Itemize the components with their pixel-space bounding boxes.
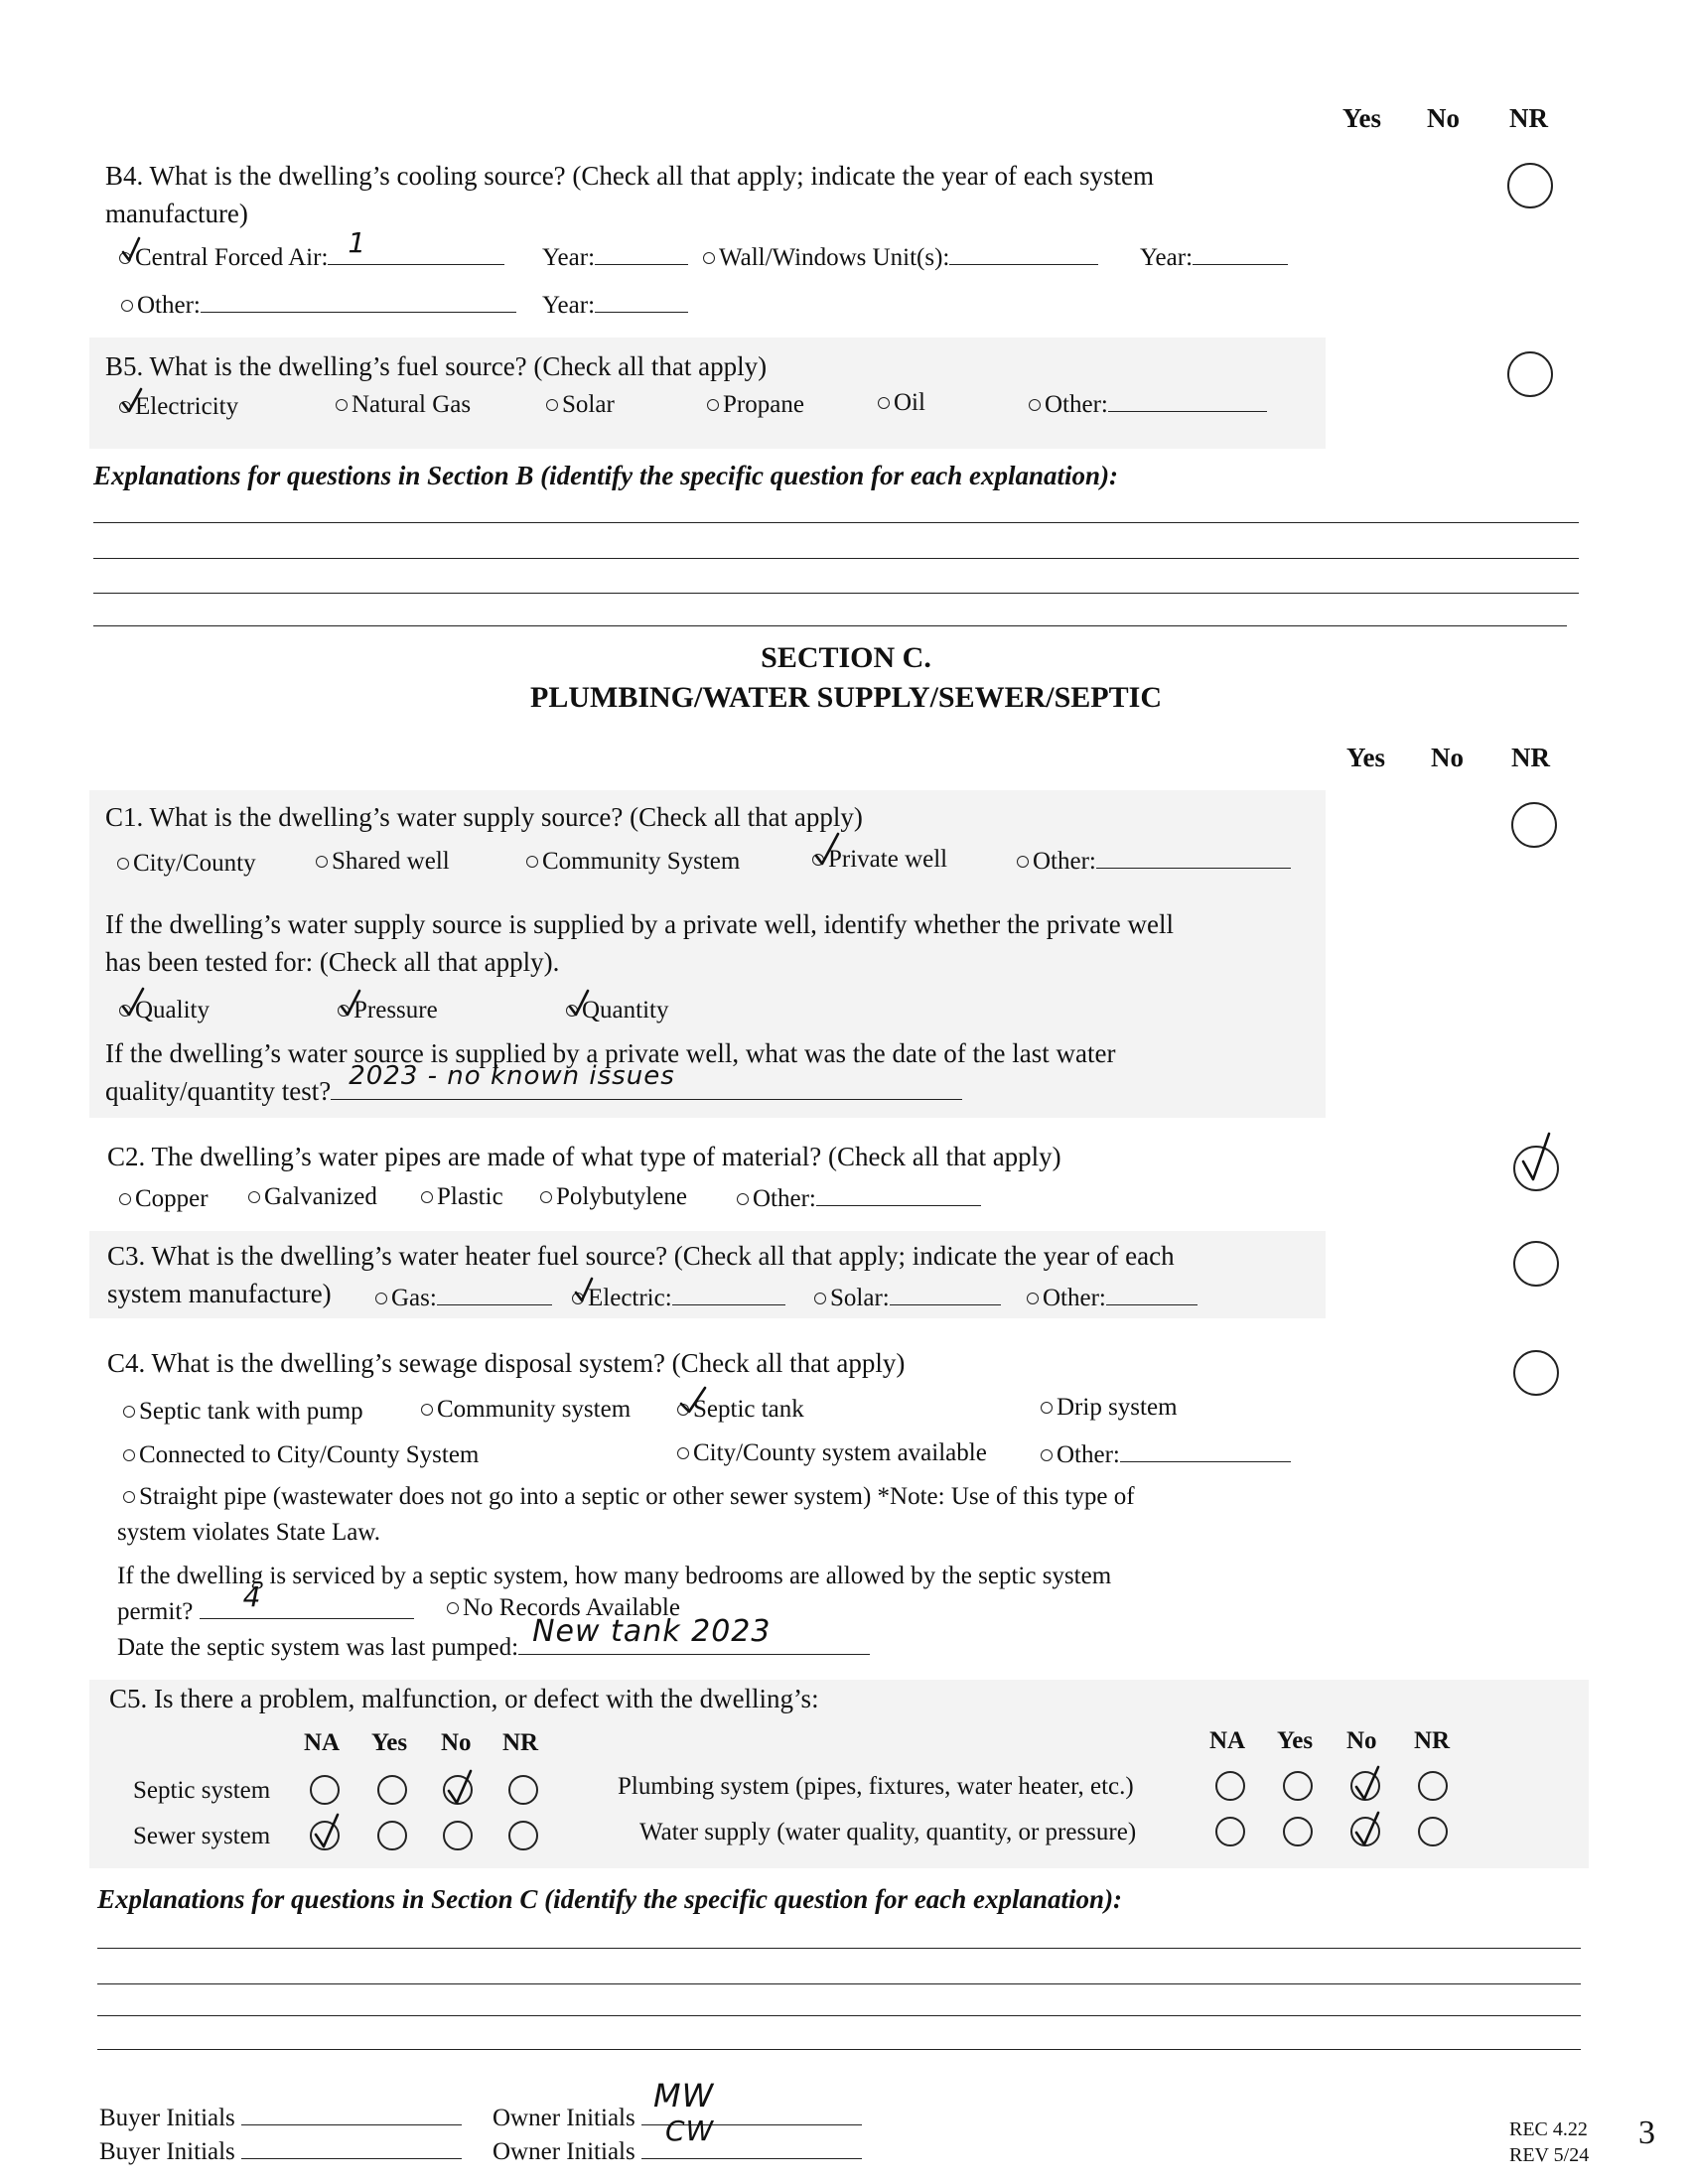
c4-option-septic-tank[interactable]: Septic tank (677, 1396, 804, 1424)
c4-straight-pipe-note: system violates State Law. (117, 1519, 380, 1546)
radio-icon (316, 856, 328, 868)
c4-bedrooms-field[interactable] (200, 1580, 414, 1619)
radio-icon (814, 1293, 826, 1304)
b4-year-1[interactable]: Year: (542, 242, 688, 272)
radio-icon (248, 1191, 260, 1203)
c2-option-copper[interactable]: Copper (119, 1185, 209, 1213)
radio-icon (737, 1193, 749, 1205)
radio-icon (1017, 856, 1029, 868)
c1-tested-pressure[interactable]: Pressure (338, 997, 438, 1024)
radio-icon (546, 399, 558, 411)
c5-water-na[interactable] (1215, 1817, 1245, 1846)
c1-nr-circle[interactable] (1511, 802, 1557, 848)
c5-left-col-yes: Yes (371, 1729, 408, 1756)
c2-nr-circle[interactable] (1513, 1146, 1559, 1191)
section-b-explanations-label: Explanations for questions in Section B (identify the specific question for each explanation): (93, 461, 1119, 490)
c5-left-col-na: NA (304, 1729, 341, 1756)
radio-icon (1027, 1293, 1039, 1304)
radio-icon (447, 1602, 459, 1614)
explanation-line-b2[interactable] (93, 558, 1579, 559)
radio-icon (117, 858, 129, 870)
c1-question: C1. What is the dwelling’s water supply source? (Check all that apply) (105, 802, 863, 832)
c4-nr-circle[interactable] (1513, 1350, 1559, 1396)
form-revision: REV 5/24 (1509, 2144, 1590, 2166)
radio-icon (121, 300, 133, 312)
c3-option-other[interactable]: Other: (1027, 1283, 1198, 1312)
c5-sewer-na[interactable] (310, 1821, 340, 1850)
explanation-line-b1[interactable] (93, 522, 1579, 523)
explanation-line-b3[interactable] (93, 593, 1579, 594)
c1-tested-quality[interactable]: Quality (119, 997, 210, 1024)
radio-icon (1041, 1402, 1053, 1414)
c2-question: C2. The dwelling’s water pipes are made of what type of material? (Check all that apply) (107, 1142, 1061, 1171)
b4-wall-units-option[interactable]: Wall/Windows Unit(s): (703, 242, 1098, 272)
c5-sewer-no[interactable] (443, 1821, 473, 1850)
c2-option-other[interactable]: Other: (737, 1183, 981, 1213)
c4-no-records-option[interactable]: No Records Available (447, 1594, 680, 1622)
c1-well-question-line1: If the dwelling’s water supply source is supplied by a private well, identify whether the private well (105, 909, 1174, 939)
col-header-nr: NR (1509, 103, 1548, 133)
b5-option-other[interactable]: Other: (1029, 389, 1267, 419)
section-c-subtitle: PLUMBING/WATER SUPPLY/SEWER/SEPTIC (530, 681, 1162, 714)
c4-pumped-field[interactable] (518, 1614, 870, 1655)
c4-bedrooms-answer: 4 (242, 1580, 262, 1613)
c3-option-gas[interactable]: Gas: (375, 1283, 552, 1312)
c5-left-col-no: No (441, 1729, 472, 1756)
c4-pumped-question: Date the septic system was last pumped: New tank 2023 (117, 1632, 870, 1662)
owner-initials-2-value: CW (664, 2115, 715, 2147)
c5-left-col-nr: NR (502, 1729, 539, 1756)
b5-option-electricity[interactable]: Electricity (119, 393, 238, 421)
owner-initials-1-value: MW (652, 2077, 715, 2115)
radio-icon (119, 1005, 131, 1017)
section-c-explanations-label: Explanations for questions in Section C (identify the specific question for each explanation): (97, 1884, 1123, 1914)
c2-option-polybutylene[interactable]: Polybutylene (540, 1183, 687, 1211)
col-header-nr-c: NR (1511, 743, 1550, 772)
c1-option-community-system[interactable]: Community System (526, 848, 740, 876)
radio-icon (119, 1193, 131, 1205)
radio-icon (1041, 1449, 1053, 1461)
radio-icon (123, 1491, 135, 1503)
c5-right-col-no: No (1346, 1727, 1377, 1754)
c5-septic-no[interactable] (443, 1775, 473, 1805)
explanation-line-c2[interactable] (97, 1983, 1581, 1984)
buyer-initials-2[interactable]: Buyer Initials (99, 2136, 462, 2166)
c4-option-straight-pipe[interactable]: Straight pipe (wastewater does not go into a septic or other sewer system) *Note: Use of this type of (123, 1483, 1135, 1511)
form-code: REC 4.22 (1509, 2118, 1588, 2140)
radio-icon (677, 1404, 689, 1416)
c4-option-connected-city-county[interactable]: Connected to City/County System (123, 1441, 479, 1469)
radio-icon (703, 252, 715, 264)
c2-option-plastic[interactable]: Plastic (421, 1183, 503, 1211)
b4-other-option[interactable]: Other: (121, 290, 516, 320)
radio-icon (375, 1293, 387, 1304)
c1-date-answer: 2023 - no known issues (349, 1061, 675, 1091)
b5-option-propane[interactable]: Propane (707, 391, 804, 419)
c4-question: C4. What is the dwelling’s sewage disposal system? (Check all that apply) (107, 1348, 906, 1378)
central-forced-air-value: 1 (348, 226, 367, 259)
c5-question: C5. Is there a problem, malfunction, or defect with the dwelling’s: (109, 1684, 819, 1713)
c4-option-city-county-available[interactable]: City/County system available (677, 1439, 987, 1467)
c5-water-yes[interactable] (1283, 1817, 1313, 1846)
radio-icon (572, 1293, 584, 1304)
b4-question-line2: manufacture) (105, 199, 248, 228)
c5-plumbing-nr[interactable] (1418, 1771, 1448, 1801)
radio-icon (421, 1191, 433, 1203)
c1-well-question-line2: has been tested for: (Check all that apply). (105, 947, 560, 977)
b4-year-3[interactable]: Year: (542, 290, 688, 320)
b4-nr-circle[interactable] (1507, 163, 1553, 208)
section-c-title: SECTION C. (761, 641, 931, 674)
radio-icon (812, 854, 824, 866)
c5-plumbing-no[interactable] (1350, 1771, 1380, 1801)
c5-plumbing-na[interactable] (1215, 1771, 1245, 1801)
b5-option-oil[interactable]: Oil (878, 389, 925, 417)
c5-sewer-system-label: Sewer system (133, 1823, 271, 1849)
c4-option-community-system[interactable]: Community system (421, 1396, 631, 1424)
radio-icon (526, 856, 538, 868)
c5-plumbing-system-label: Plumbing system (pipes, fixtures, water heater, etc.) (618, 1773, 1134, 1800)
c4-option-septic-tank-with-pump[interactable]: Septic tank with pump (123, 1398, 363, 1426)
b4-central-forced-air-option[interactable] (119, 226, 504, 272)
c5-water-nr[interactable] (1418, 1817, 1448, 1846)
b4-question-line1: B4. What is the dwelling’s cooling source? (Check all that apply; indicate the year of each system (105, 161, 1154, 191)
explanation-line-c4[interactable] (97, 2049, 1581, 2050)
c1-option-city-county[interactable]: City/County (117, 850, 256, 878)
c2-option-galvanized[interactable]: Galvanized (248, 1183, 377, 1211)
radio-icon (878, 397, 890, 409)
c3-question-line2: system manufacture) (107, 1279, 332, 1308)
c5-plumbing-yes[interactable] (1283, 1771, 1313, 1801)
col-header-no: No (1427, 103, 1460, 133)
c3-question-line1: C3. What is the dwelling’s water heater fuel source? (Check all that apply; indicate the year of each (107, 1241, 1175, 1271)
col-header-no-c: No (1431, 743, 1464, 772)
explanation-line-c3[interactable] (97, 2015, 1581, 2016)
c1-option-private-well[interactable]: Private well (812, 846, 947, 874)
b5-question: B5. What is the dwelling’s fuel source? (Check all that apply) (105, 351, 768, 381)
col-header-yes: Yes (1342, 103, 1381, 133)
c3-option-electric[interactable]: Electric: (572, 1283, 785, 1312)
central-forced-air-field[interactable] (328, 226, 504, 265)
owner-initials-2[interactable]: Owner Initials CW (493, 2136, 862, 2166)
buyer-initials-1[interactable]: Buyer Initials (99, 2103, 462, 2132)
c1-tested-quantity[interactable]: Quantity (566, 997, 669, 1024)
radio-icon (119, 401, 131, 413)
c1-date-question-line2: quality/quantity test? 2023 - no known issues (105, 1076, 962, 1107)
c5-septic-yes[interactable] (377, 1775, 407, 1805)
c4-bedrooms-question-line2: permit? 4 (117, 1596, 414, 1626)
c5-septic-na[interactable] (310, 1775, 340, 1805)
central-forced-air-label: Central Forced Air: (135, 244, 329, 271)
explanation-line-c1[interactable] (97, 1948, 1581, 1949)
c5-right-col-nr: NR (1414, 1727, 1451, 1754)
radio-icon (338, 1005, 350, 1017)
c4-pumped-answer: New tank 2023 (532, 1614, 772, 1649)
c5-right-col-yes: Yes (1277, 1727, 1314, 1754)
c1-date-question-line1: If the dwelling’s water source is supplied by a private well, what was the date of the last water (105, 1038, 1116, 1068)
c1-option-other[interactable]: Other: (1017, 846, 1291, 876)
c3-option-solar[interactable]: Solar: (814, 1283, 1001, 1312)
radio-icon (566, 1005, 578, 1017)
c5-right-col-na: NA (1209, 1727, 1246, 1754)
b5-option-natural-gas[interactable]: Natural Gas (336, 391, 471, 419)
b4-year-2[interactable]: Year: (1140, 242, 1288, 272)
c5-water-supply-label: Water supply (water quality, quantity, or pressure) (639, 1819, 1137, 1845)
radio-icon (336, 399, 348, 411)
c4-option-drip-system[interactable]: Drip system (1041, 1394, 1178, 1422)
page-number: 3 (1638, 2115, 1655, 2151)
radio-icon (119, 252, 131, 264)
c5-sewer-nr[interactable] (508, 1821, 538, 1850)
c5-septic-nr[interactable] (508, 1775, 538, 1805)
b5-nr-circle[interactable] (1507, 351, 1553, 397)
b5-option-solar[interactable]: Solar (546, 391, 615, 419)
radio-icon (123, 1449, 135, 1461)
c5-sewer-yes[interactable] (377, 1821, 407, 1850)
c4-bedrooms-question-line1: If the dwelling is serviced by a septic system, how many bedrooms are allowed by the septic system (117, 1563, 1112, 1589)
radio-icon (677, 1447, 689, 1459)
col-header-yes-c: Yes (1346, 743, 1385, 772)
radio-icon (421, 1404, 433, 1416)
radio-icon (1029, 399, 1041, 411)
c5-water-no[interactable] (1350, 1817, 1380, 1846)
radio-icon (540, 1191, 552, 1203)
owner-initials-1[interactable]: Owner Initials MW (493, 2103, 862, 2132)
c5-septic-system-label: Septic system (133, 1777, 271, 1804)
c4-option-other[interactable]: Other: (1041, 1439, 1291, 1469)
radio-icon (123, 1406, 135, 1418)
explanation-line-b4[interactable] (93, 625, 1567, 626)
c3-nr-circle[interactable] (1513, 1241, 1559, 1287)
c1-option-shared-well[interactable]: Shared well (316, 848, 450, 876)
radio-icon (707, 399, 719, 411)
